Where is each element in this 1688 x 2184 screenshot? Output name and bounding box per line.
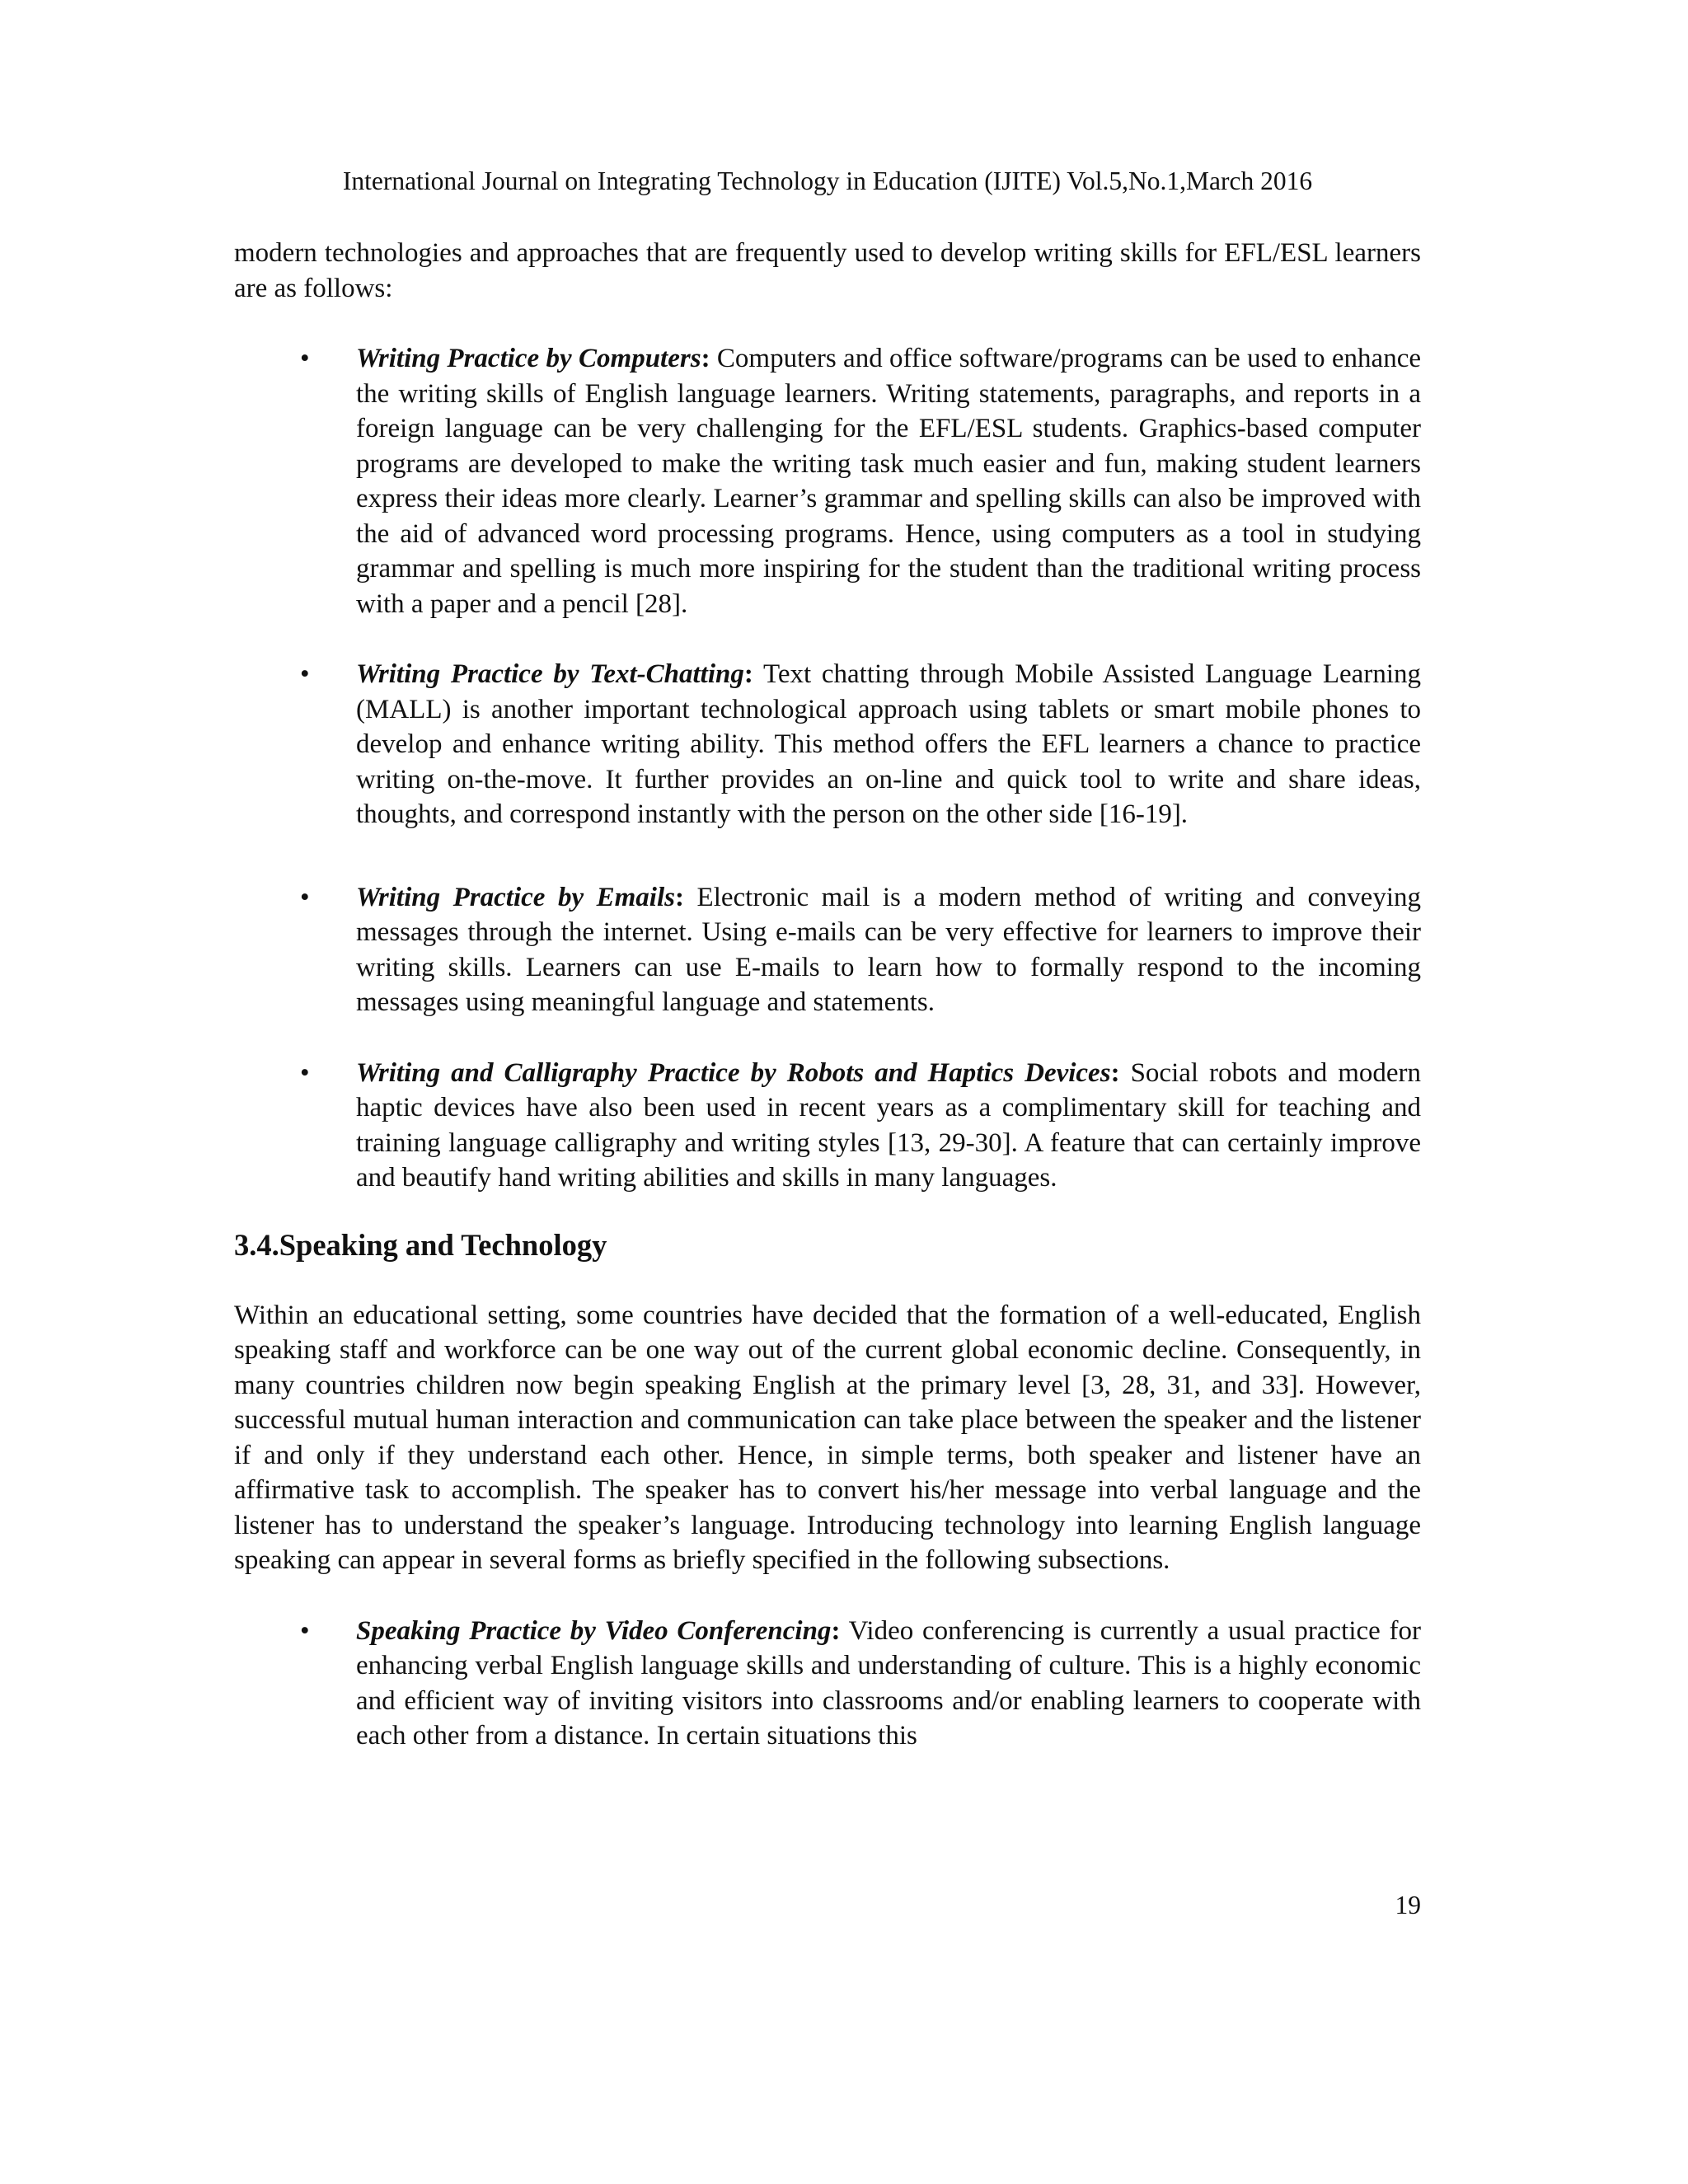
bullet-colon: :: [743, 659, 753, 689]
page-content: [234, 236, 1421, 1754]
bullet-term: Writing Practice by Computers: [356, 344, 701, 373]
bullet-term: Speaking Practice by Video Conferencing: [356, 1615, 832, 1646]
bullet-icon: •: [300, 882, 310, 912]
bullet-colon: :: [675, 882, 684, 912]
bullet-text: Text chatting through Mobile Assisted Language Learning (MALL) is another important technological approach using tablets or smart mobile phones to develop and enhance writing ability. This method offers the EFL learners a chance to practice writing on-the-move. It further provides an on-line and quick tool to write and share ideas, thoughts, and correspond instantly with the person on the other side [16-19].: [356, 659, 1421, 829]
bullet-colon: :: [701, 344, 710, 373]
bullet-text: Video conferencing is currently a usual practice for enhancing verbal English language skills and understanding of culture. This is a highly economic and efficient way of inviting visitors into classrooms and/or enabling learners to cooperate with each other from a distance. In certain situations this: [356, 1615, 1421, 1750]
page-number: 19: [1395, 1891, 1421, 1919]
speaking-bullet-list: [234, 1614, 1421, 1754]
bullet-item-writing-computers: [234, 341, 1421, 621]
bullet-term: Writing Practice by Emails: [356, 882, 675, 912]
writing-bullet-list: [234, 341, 1421, 1196]
bullet-item-speaking-video-conferencing: [234, 1614, 1421, 1754]
bullet-icon: •: [300, 659, 310, 689]
bullet-item-writing-robots-haptics: [234, 1056, 1421, 1196]
section-heading: 3.4.Speaking and Technology: [234, 1227, 607, 1262]
bullet-colon: :: [1110, 1057, 1120, 1088]
intro-paragraph: modern technologies and approaches that are frequently used to develop writing skills for EFL/ESL learners are as follows:: [234, 238, 1421, 303]
bullet-text: Electronic mail is a modern method of writing and conveying messages through the internet. Using e-mails can be very effective for learners to improve their writing skills. Learners can use E-mails to learn how to formally respond to the incoming messages using meaningful language and statements.: [356, 882, 1421, 1017]
bullet-term: Writing and Calligraphy Practice by Robots and Haptics Devices: [356, 1057, 1111, 1088]
section-paragraph: Within an educational setting, some countries have decided that the formation of a well-educated, English speaking staff and workforce can be one way out of the current global economic decline. Consequently, in many countries children now begin speaking English at the primary level [3, 28, 31, and 33]. However, successful mutual human interaction and communication can take place between the speaker and the listener if and only if they understand each other. Hence, in simple terms, both speaker and listener have an affirmative task to accomplish. The speaker has to convert his/her message into verbal language and the listener has to understand the speaker’s language. Introducing technology into learning English language speaking can appear in several forms as briefly specified in the following subsections.: [234, 1300, 1421, 1575]
bullet-icon: •: [300, 1057, 310, 1088]
bullet-icon: •: [300, 1615, 310, 1646]
running-header: International Journal on Integrating Technology in Education (IJITE) Vol.5,No.1,March 2016: [342, 166, 1313, 195]
bullet-item-writing-emails: [234, 880, 1421, 1020]
bullet-term: Writing Practice by Text-Chatting: [356, 659, 744, 689]
bullet-icon: •: [300, 344, 310, 373]
bullet-text: Computers and office software/programs can be used to enhance the writing skills of English language learners. Writing statements, paragraphs, and reports in a foreign language can be very challenging for the EFL/ESL students. Graphics-based computer programs are developed to make the writing task much easier and fun, making student learners express their ideas more clearly. Learner’s grammar and spelling skills can also be improved with the aid of advanced word processing programs. Hence, using computers as a tool in studying grammar and spelling is much more inspiring for the student than the traditional writing process with a paper and a pencil [28].: [356, 344, 1421, 619]
bullet-colon: :: [831, 1615, 841, 1646]
bullet-item-writing-text-chatting: [234, 657, 1421, 832]
bullet-text: Social robots and modern haptic devices have also been used in recent years as a complimentary skill for teaching and training language calligraphy and writing styles [13, 29-30]. A feature that can certainly improve and beautify hand writing abilities and skills in many languages.: [356, 1057, 1422, 1193]
